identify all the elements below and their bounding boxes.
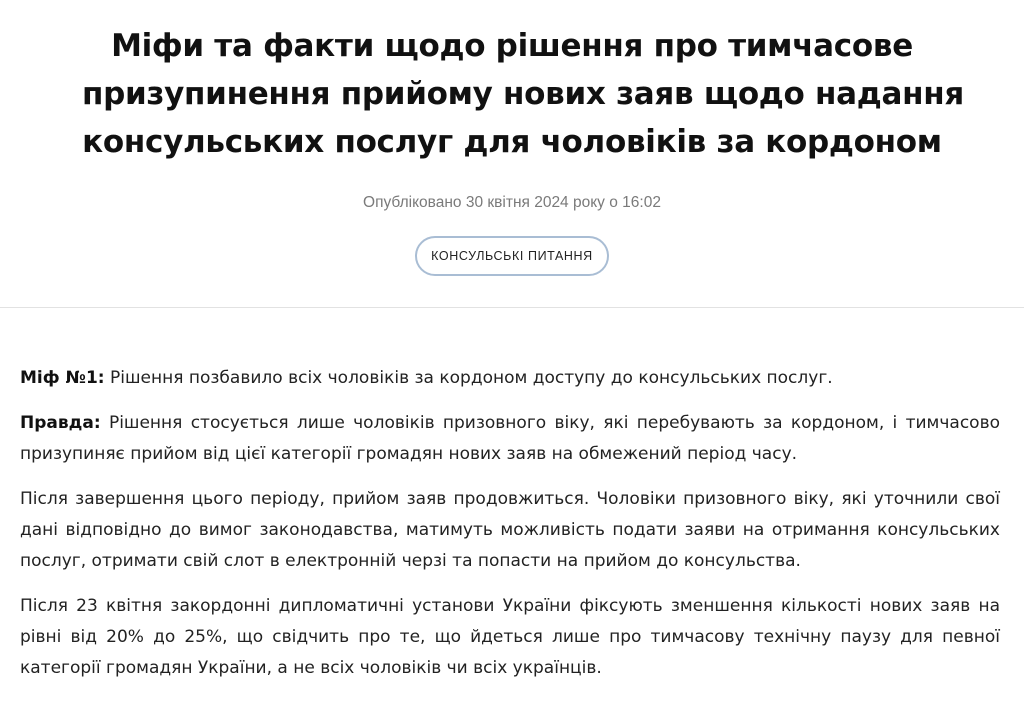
truth-paragraph xyxy=(20,408,1000,470)
paragraph-line: категорії громадян України, а не всіх чоловіків чи всіх українців. xyxy=(20,658,602,678)
body-paragraph xyxy=(20,591,1000,684)
article-title-line: призупинення прийому нових заяв щодо надання xyxy=(82,76,964,112)
paragraph-line: дані відповідно до вимог законодавства, матимуть можливість подати заяви на отримання консульських xyxy=(20,520,1000,540)
publish-date: Опубліковано 30 квітня 2024 року о 16:02 xyxy=(363,194,661,211)
truth-line xyxy=(20,408,1000,439)
myth-text: Рішення позбавило всіх чоловіків за кордоном доступу до консульських послуг. xyxy=(104,368,833,388)
paragraph-line: послуг, отримати свій слот в електронній черзі та попасти на прийом до консульства. xyxy=(20,551,801,571)
article-title-line: Міфи та факти щодо рішення про тимчасове xyxy=(111,28,913,64)
truth-line: призупиняє прийом від цієї категорії громадян нових заяв на обмежений період часу. xyxy=(20,444,798,464)
myth-paragraph xyxy=(20,363,1000,394)
myth-label: Міф №1: xyxy=(20,368,105,388)
body-paragraph xyxy=(20,484,1000,577)
truth-label: Правда: xyxy=(20,413,101,433)
truth-text: Рішення стосується лише чоловіків призовного віку, які перебувають за кордоном, і тимчасово xyxy=(100,413,1000,433)
category-tag-button[interactable]: КОНСУЛЬСЬКІ ПИТАННЯ xyxy=(415,236,609,276)
article-header xyxy=(0,0,1024,308)
paragraph-line: Після завершення цього періоду, прийом заяв продовжиться. Чоловіки призовного віку, які уточнили свої xyxy=(20,489,1000,509)
article-body xyxy=(20,363,1000,698)
article-title xyxy=(82,22,964,166)
paragraph-line: рівні від 20% до 25%, що свідчить про те, що йдеться лише про тимчасову технічну паузу для певної xyxy=(20,627,1000,647)
myth-line xyxy=(20,363,1000,394)
paragraph-line: Після 23 квітня закордонні дипломатичні установи України фіксують зменшення кількості нових заяв на xyxy=(20,596,1000,616)
article-title-line: консульських послуг для чоловіків за кордоном xyxy=(82,124,942,160)
